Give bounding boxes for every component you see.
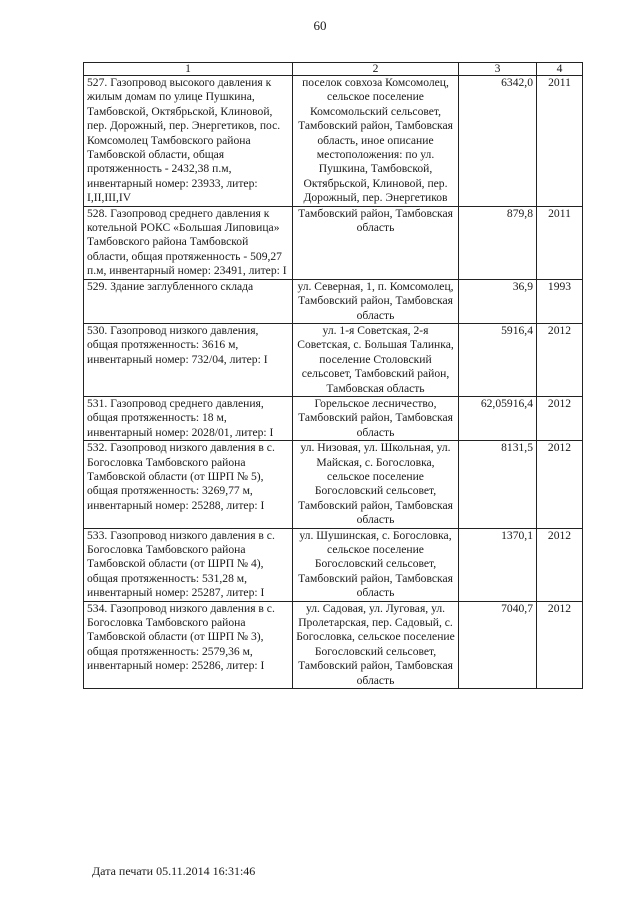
object-year: 2012	[537, 528, 583, 601]
table-row	[84, 396, 583, 440]
object-year: 2011	[537, 76, 583, 207]
object-location: ул. Низовая, ул. Школьная, ул. Майская, с. Богословка, сельское поселение Богословский сельсовет, Тамбовский район, Тамбовская область	[293, 441, 459, 528]
object-year: 2012	[537, 323, 583, 396]
object-description: 533. Газопровод низкого давления в с. Богословка Тамбовского района Тамбовской области (от ШРП № 4), общая протяженность: 531,28 м, инвентарный номер: 25287, литер: I	[84, 528, 293, 601]
object-year: 2012	[537, 601, 583, 688]
property-registry-table	[83, 62, 583, 689]
object-description: 530. Газопровод низкого давления, общая протяженность: 3616 м, инвентарный номер: 732/04, литер: I	[84, 323, 293, 396]
object-year: 2012	[537, 396, 583, 440]
column-header-3: 3	[459, 63, 537, 76]
table-row	[84, 528, 583, 601]
object-year: 2012	[537, 441, 583, 528]
column-header-1: 1	[84, 63, 293, 76]
object-value: 5916,4	[459, 323, 537, 396]
object-description: 528. Газопровод среднего давления к котельной РОКС «Большая Липовица» Тамбовского района Тамбовской области, общая протяженность - 509,27 п.м, инвентарный номер: 23491, литер: I	[84, 206, 293, 279]
object-value: 6342,0	[459, 76, 537, 207]
column-header-2: 2	[293, 63, 459, 76]
object-location: ул. Садовая, ул. Луговая, ул. Пролетарская, пер. Садовый, с. Богословка, сельское поселение Богословский сельсовет, Тамбовский район, Тамбовская область	[293, 601, 459, 688]
object-location: ул. 1-я Советская, 2-я Советская, с. Большая Талинка, поселение Столовский сельсовет, Тамбовский район, Тамбовская область	[293, 323, 459, 396]
object-description: 532. Газопровод низкого давления в с. Богословка Тамбовского района Тамбовской области (от ШРП № 5), общая протяженность: 3269,77 м, инвентарный номер: 25288, литер: I	[84, 441, 293, 528]
object-location: Горельское лесничество, Тамбовский район, Тамбовская область	[293, 396, 459, 440]
column-header-4: 4	[537, 63, 583, 76]
table-row	[84, 279, 583, 323]
object-location: ул. Шушинская, с. Богословка, сельское поселение Богословский сельсовет, Тамбовский район, Тамбовская область	[293, 528, 459, 601]
table-row	[84, 206, 583, 279]
object-value: 879,8	[459, 206, 537, 279]
table-row	[84, 76, 583, 207]
print-date: Дата печати 05.11.2014 16:31:46	[92, 864, 256, 878]
object-description: 527. Газопровод высокого давления к жилым домам по улице Пушкина, Тамбовской, Октябрьской, Клиновой, пер. Дорожный, пер. Энергетиков, пос. Комсомолец Тамбовского района Тамбовской области, общая протяженность - 2432,38 п.м, инвентарный номер: 23933, литер: I,II,III,IV	[84, 76, 293, 207]
object-year: 2011	[537, 206, 583, 279]
object-description: 529. Здание заглубленного склада	[84, 279, 293, 323]
object-value: 36,9	[459, 279, 537, 323]
object-description: 534. Газопровод низкого давления в с. Богословка Тамбовского района Тамбовской области (от ШРП № 3), общая протяженность: 2579,36 м, инвентарный номер: 25286, литер: I	[84, 601, 293, 688]
object-value: 1370,1	[459, 528, 537, 601]
object-value: 62,05916,4	[459, 396, 537, 440]
table-row	[84, 323, 583, 396]
object-value: 7040,7	[459, 601, 537, 688]
object-location: Тамбовский район, Тамбовская область	[293, 206, 459, 279]
object-description: 531. Газопровод среднего давления, общая протяженность: 18 м, инвентарный номер: 2028/01, литер: I	[84, 396, 293, 440]
table-row	[84, 601, 583, 688]
table-row	[84, 441, 583, 528]
object-location: ул. Северная, 1, п. Комсомолец, Тамбовский район, Тамбовская область	[293, 279, 459, 323]
column-number-row	[84, 63, 583, 76]
object-location: поселок совхоза Комсомолец, сельское поселение Комсомольский сельсовет, Тамбовский район, Тамбовская область, иное описание местоположения: по ул. Пушкина, Тамбовской, Октябрьской, Клиновой, пер. Дорожный, пер. Энергетиков	[293, 76, 459, 207]
page-number: 60	[313, 18, 327, 33]
object-year: 1993	[537, 279, 583, 323]
object-value: 8131,5	[459, 441, 537, 528]
